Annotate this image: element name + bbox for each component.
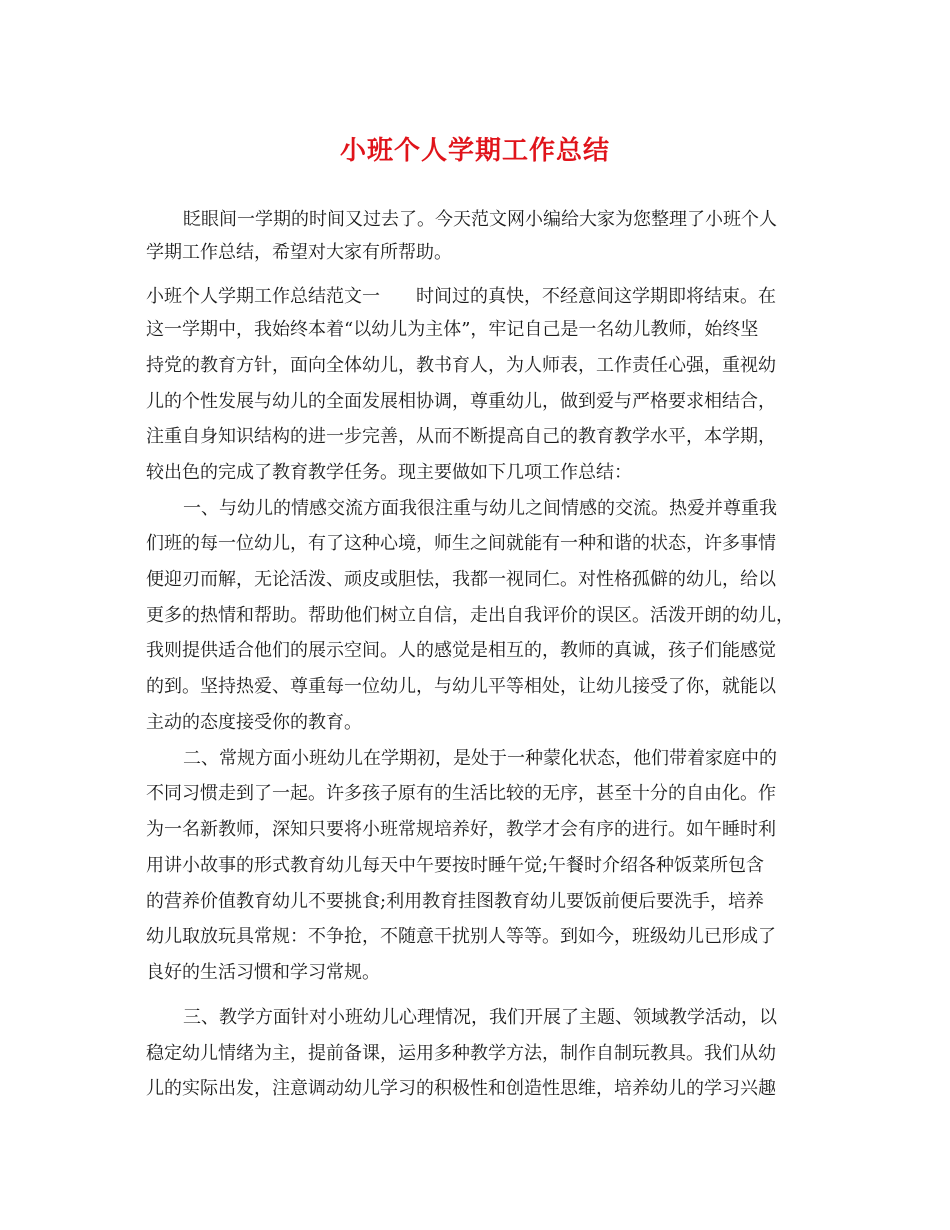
paragraph-line: 主动的态度接受你的教育。: [146, 712, 362, 733]
paragraph-line: 儿的实际出发，注意调动幼儿学习的积极性和创造性思维，培养幼儿的学习兴趣: [146, 1078, 776, 1099]
paragraph-line: 更多的热情和帮助。帮助他们树立自信，走出自我评价的误区。活泼开朗的幼儿，: [146, 605, 794, 626]
document-title: 小班个人学期工作总结: [339, 136, 610, 166]
paragraph-line: 眨眼间一学期的时间又过去了。今天范文网小编给大家为您整理了小班个人: [183, 209, 777, 230]
paragraph-line: 幼儿取放玩具常规：不争抢，不随意干扰别人等等。到如今，班级幼儿已形成了: [146, 926, 776, 947]
paragraph-line: 稳定幼儿情绪为主，提前备课，运用多种教学方法，制作自制玩教具。我们从幼: [146, 1043, 776, 1064]
paragraph-line: 儿的个性发展与幼儿的全面发展相协调，尊重幼儿，做到爱与严格要求相结合，: [146, 391, 776, 412]
paragraph-line: 一、与幼儿的情感交流方面我很注重与幼儿之间情感的交流。热爱并尊重我: [183, 498, 777, 519]
paragraph-line: 学期工作总结，希望对大家有所帮助。: [146, 242, 452, 263]
section-heading: 小班个人学期工作总结范文一: [146, 286, 380, 307]
paragraph-line: 便迎刃而解，无论活泼、顽皮或胆怯，我都一视同仁。对性格孤僻的幼儿，给以: [146, 569, 776, 590]
paragraph-text: 时间过的真快，不经意间这学期即将结束。在: [416, 286, 776, 307]
paragraph-line: 用讲小故事的形式教育幼儿每天中午要按时睡午觉;午餐时介绍各种饭菜所包含: [146, 855, 765, 876]
paragraph-line: 们班的每一位幼儿，有了这种心境，师生之间就能有一种和谐的状态，许多事情: [146, 533, 776, 554]
paragraph-line: 二、常规方面小班幼儿在学期初，是处于一种蒙化状态，他们带着家庭中的: [183, 748, 777, 769]
paragraph-line: 为一名新教师，深知只要将小班常规培养好，教学才会有序的进行。如午睡时利: [146, 819, 776, 840]
paragraph-line: [146, 284, 776, 310]
paragraph-line: 注重自身知识结构的进一步完善，从而不断提高自己的教育教学水平，本学期，: [146, 426, 776, 447]
paragraph-line: 三、教学方面针对小班幼儿心理情况，我们开展了主题、领域教学活动，以: [183, 1007, 777, 1028]
paragraph-line: 良好的生活习惯和学习常规。: [146, 962, 380, 983]
paragraph-line: 的营养价值教育幼儿不要挑食;利用教育挂图教育幼儿要饭前便后要洗手，培养: [146, 891, 765, 912]
paragraph-line: 不同习惯走到了一起。许多孩子原有的生活比较的无序，甚至十分的自由化。作: [146, 783, 776, 804]
paragraph-line: 持党的教育方针，面向全体幼儿，教书育人，为人师表，工作责任心强，重视幼: [146, 355, 776, 376]
paragraph-line: 较出色的完成了教育教学任务。现主要做如下几项工作总结：: [146, 462, 632, 483]
paragraph-line: 这一学期中，我始终本着“以幼儿为主体”，牢记自己是一名幼儿教师，始终坚: [146, 319, 759, 340]
paragraph-line: 我则提供适合他们的展示空间。人的感觉是相互的，教师的真诚，孩子们能感觉: [146, 640, 776, 661]
paragraph-line: 的到。坚持热爱、尊重每一位幼儿，与幼儿平等相处，让幼儿接受了你，就能以: [146, 676, 776, 697]
